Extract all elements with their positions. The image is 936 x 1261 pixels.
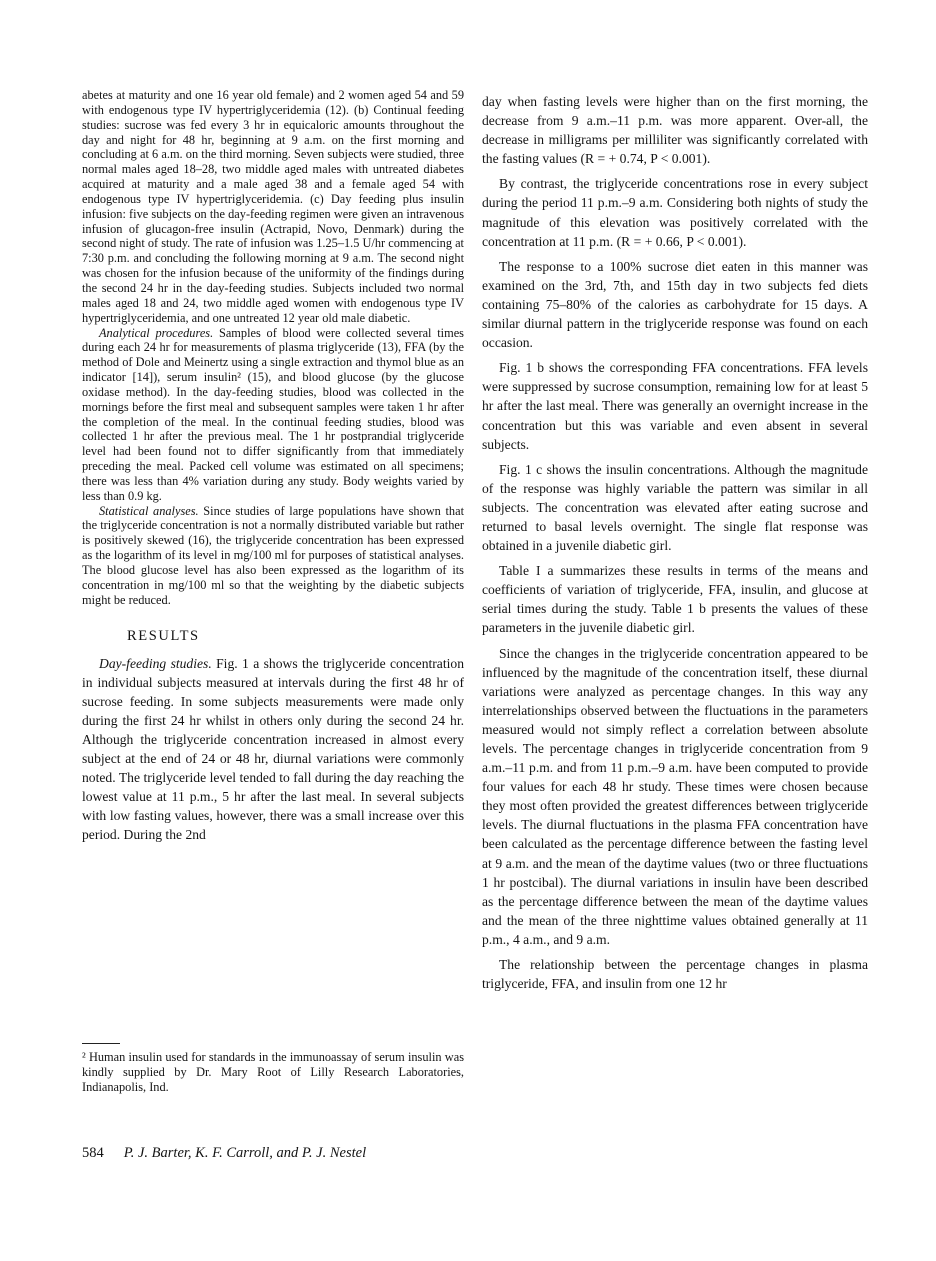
page-footer: [82, 1143, 482, 1163]
results-paragraph-1: day when fasting levels were higher than on the first morning, the decrease from 9 a.m.–11 p.m. was more apparent. Over-all, the decrease in milligrams per milliliter was significantly correlated with the fasting values (R = + 0.74, P < 0.001).: [482, 94, 868, 167]
day-feeding-paragraph: [82, 654, 464, 845]
results-paragraph-7: Since the changes in the triglyceride concentration appeared to be influenced by the magnitude of the concentration itself, these diurnal variations were analyzed as percentage changes. In this way any interrelationships observed between the fluctuations in the parameters measured would not simply reflect a correlation between absolute levels. The percentage changes in triglyceride concentration from 9 a.m.–11 p.m. and from 11 p.m.–9 a.m. have been computed to provide four values for each 48 hr study. These times were chosen because they most often provided the greatest differences between triglyceride levels. The diurnal fluctuations in the plasma FFA concentration have been calculated as the percentage difference between the fasting level at 9 a.m. and the mean of the daytime values (two or three fluctuations 1 hr postcibal). The diurnal variations in insulin have been described as the percentage difference between the mean of the daytime values and the mean of the three nighttime values obtained generally at 11 p.m., 4 a.m., and 9 a.m.: [482, 645, 868, 947]
results-paragraph-3: The response to a 100% sucrose diet eaten in this manner was examined on the 3rd, 7th, and 15th day in two subjects fed diets containing 75–80% of the calories as carbohydrate for 15 days. A similar diurnal pattern in the triglyceride response was found on each occasion.: [482, 258, 868, 351]
footnote-divider: [82, 1043, 120, 1044]
statistical-analyses-label: Statistical analyses.: [99, 503, 199, 518]
results-paragraph-2: By contrast, the triglyceride concentrations rose in every subject during the period 11 p.m.–9 a.m. Considering both nights of study the magnitude of this elevation was positively correlated with the concentration at 11 p.m. (R = + 0.66, P < 0.001).: [482, 176, 868, 249]
running-authors: P. J. Barter, K. F. Carroll, and P. J. Nestel: [123, 1145, 367, 1161]
analytical-procedures-label: Analytical procedures.: [99, 325, 214, 340]
left-column: [82, 88, 464, 844]
right-column: [482, 92, 868, 993]
results-paragraph-5: Fig. 1 c shows the insulin concentrations. Although the magnitude of the response was highly variable the pattern was similar in all subjects. The concentration was elevated after eating sucrose and returned to basal levels overnight. The single flat response was obtained in a juvenile diabetic girl.: [482, 461, 868, 554]
methods-paragraph-study-groups: abetes at maturity and one 16 year old female) and 2 women aged 54 and 59 with endogenous type IV hypertriglyceridemia (12). (b) Continual feeding studies: sucrose was fed every 3 hr in equicaloric amounts throughout the day and night for 48 hr, beginning at 9 a.m. on the first morning and concluding at 6 a.m. on the third morning. Seven subjects were studied, three normal males aged 18–28, two middle aged males with untreated diabetes acquired at maturity and a male aged 38 and a female aged 54 with endogenous type IV hypertriglyceridemia. (c) Day feeding plus insulin infusion: five subjects on the day-feeding regimen were given an intravenous infusion of glucagon-free insulin (Actrapid, Novo, Denmark) during the second night of study. The rate of infusion was 1.25–1.5 U/hr commencing at 7:30 p.m. and concluding the following morning at 9 a.m. The second night was chosen for the infusion because of the uniformity of the findings during the second 24 hr in the day-feeding studies. Subjects included two normal males aged 18 and 24, two middle aged women with endogenous type IV hypertriglyceridemia, and one untreated 12 year old male diabetic.: [82, 88, 464, 325]
analytical-procedures-paragraph: [82, 326, 464, 504]
results-paragraph-4: Fig. 1 b shows the corresponding FFA concentrations. FFA levels were suppressed by sucrose consumption, remaining low for at least 5 hr after the last meal. There was generally an overnight increase in the concentration but this was variable and even absent in several subjects.: [482, 360, 868, 452]
footnote: ² Human insulin used for standards in the immunoassay of serum insulin was kindly supplied by Dr. Mary Root of Lilly Research Laboratories, Indianapolis, Ind.: [82, 1050, 464, 1094]
results-paragraph-8: The relationship between the percentage changes in plasma triglyceride, FFA, and insulin from one 12 hr: [482, 957, 868, 992]
results-heading: RESULTS: [127, 627, 200, 644]
statistical-analyses-text: Since studies of large populations have shown that the triglyceride concentration is not a normally distributed variable but rather is positively skewed (16), the triglyceride concentration has been expressed as the logarithm of its level in mg/100 ml for purposes of statistical analyses. The blood glucose level has also been expressed as the logarithm of its concentration in mg/100 ml so that the weighting by the diabetic subjects might be reduced.: [82, 503, 464, 607]
analytical-procedures-text: Samples of blood were collected several times during each 24 hr for measurements of plasma triglyceride (13), FFA (by the method of Dole and Meinertz using a single extraction and thymol blue as an indicator [14]), serum insulin² (15), and blood glucose (by the glucose oxidase method). In the day-feeding studies, blood was collected in the mornings before the first meal and subsequent samples were taken 1 hr after the completion of the meal. In the continual feeding studies, blood was collected 1 hr after the previous meal. The 1 hr postprandial triglyceride level had been found not to differ significantly from that immediately preceding the meal. Packed cell volume was estimated on all specimens; there was less than 4% variation during any study. Body weights varied by less than 0.9 kg.: [82, 325, 464, 503]
page-number: 584: [82, 1145, 104, 1161]
day-feeding-label: Day-feeding studies.: [99, 655, 212, 671]
statistical-analyses-paragraph: [82, 504, 464, 608]
day-feeding-text: Fig. 1 a shows the triglyceride concentration in individual subjects measured at intervals during the first 48 hr of sucrose feeding. In some subjects measurements were made only during the first 24 hr whilst in others only during the second 24 hr. Although the triglyceride concentration increased in almost every subject at the end of 24 or 48 hr, diurnal variations were commonly noted. The triglyceride level tended to fall during the day reaching the lowest value at 11 p.m., 5 hr after the last meal. In several subjects with low fasting values, however, there was a small increase over this period. During the 2nd: [82, 655, 464, 843]
results-paragraph-6: Table I a summarizes these results in terms of the means and coefficients of variation of triglyceride, FFA, insulin, and glucose at serial times during the study. Table 1 b presents the values of these parameters in the juvenile diabetic girl.: [482, 563, 868, 636]
